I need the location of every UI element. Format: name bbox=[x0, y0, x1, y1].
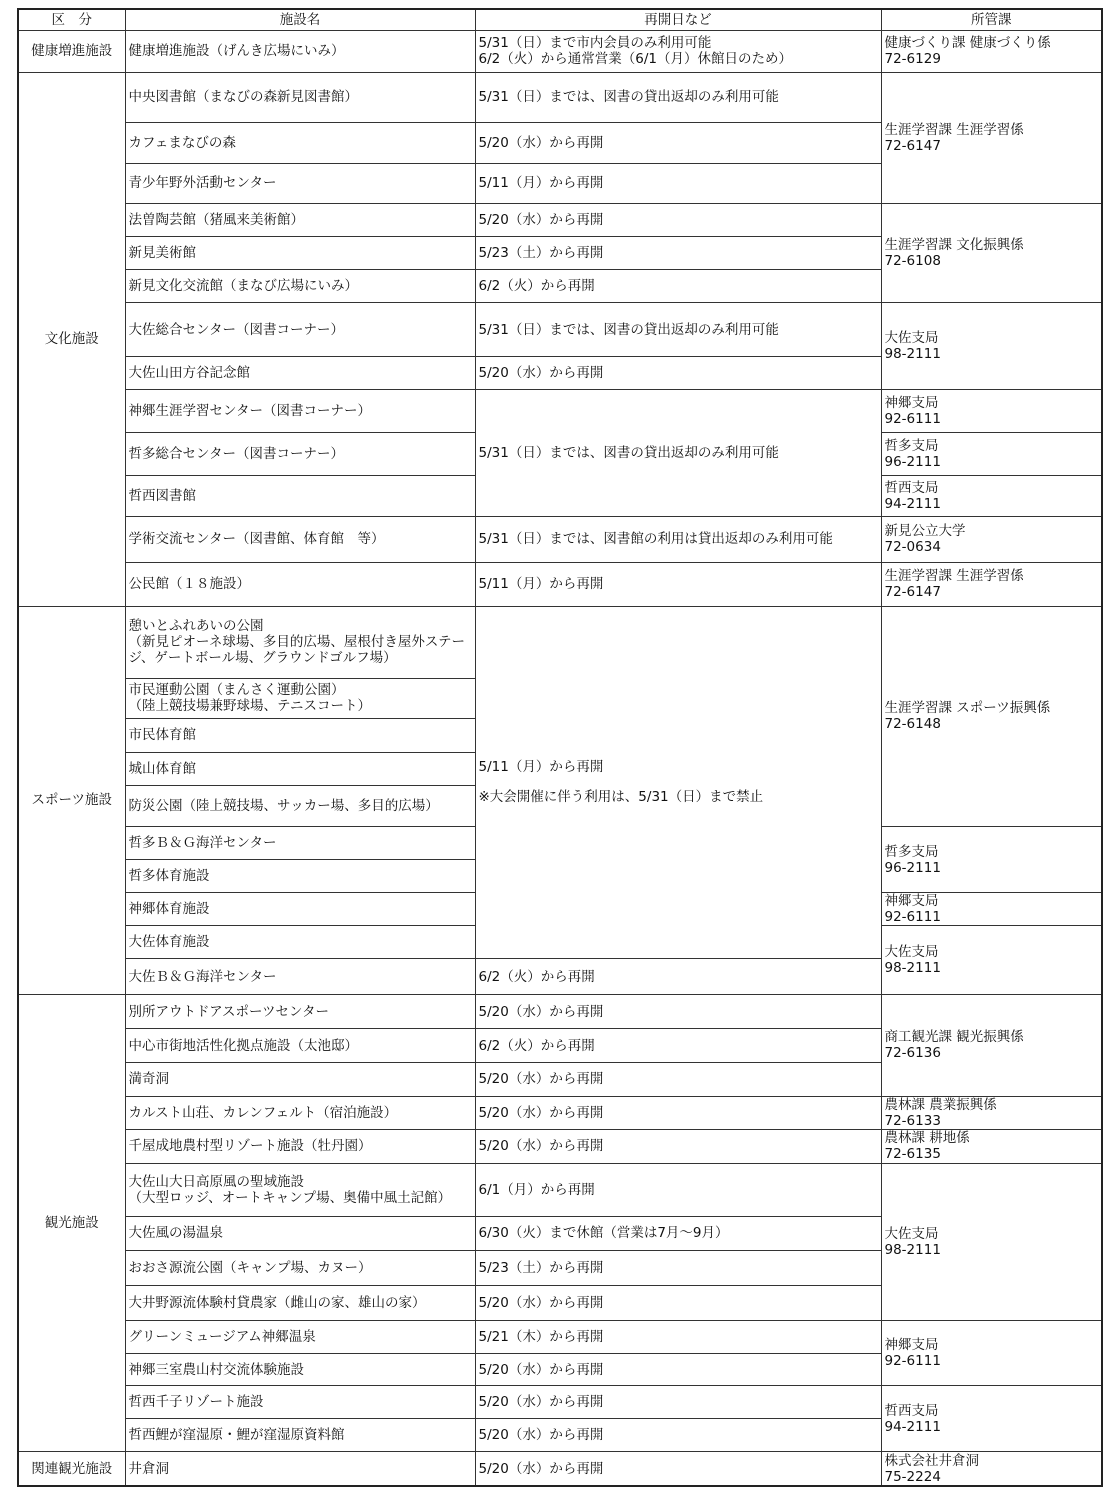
dept-cell: 生涯学習課 生涯学習係 72-6147 bbox=[881, 562, 1102, 606]
header-facility: 施設名 bbox=[125, 9, 475, 30]
dept-cell: 哲西支局 94-2111 bbox=[881, 476, 1102, 517]
dept-cell: 生涯学習課 生涯学習係 72-6147 bbox=[881, 72, 1102, 203]
header-category: 区 分 bbox=[18, 9, 125, 30]
reopen-cell: 5/20（水）から再開 bbox=[475, 1419, 881, 1452]
table-row bbox=[18, 1163, 1102, 1216]
dept-cell: 健康づくり課 健康づくり係 72-6129 bbox=[881, 30, 1102, 72]
facility-cell: 市民体育館 bbox=[125, 718, 475, 752]
reopen-cell bbox=[475, 606, 881, 959]
facility-cell: 防災公園（陸上競技場、サッカー場、多目的広場） bbox=[125, 785, 475, 826]
dept-cell: 大佐支局 98-2111 bbox=[881, 303, 1102, 390]
dept-cell: 農林課 農業振興係 72-6133 bbox=[881, 1096, 1102, 1129]
facility-cell: 神郷三室農山村交流体験施設 bbox=[125, 1353, 475, 1385]
category-cell: 文化施設 bbox=[18, 72, 125, 606]
reopen-cell: 5/20（水）から再開 bbox=[475, 1386, 881, 1419]
facility-reopening-document bbox=[17, 8, 1101, 1487]
facility-cell: 学術交流センター（図書館、体育館 等） bbox=[125, 517, 475, 562]
reopen-cell: 5/20（水）から再開 bbox=[475, 1353, 881, 1385]
dept-cell: 農林課 耕地係 72-6135 bbox=[881, 1129, 1102, 1163]
table-row bbox=[18, 562, 1102, 606]
category-cell: 関連観光施設 bbox=[18, 1452, 125, 1486]
reopen-note: ※大会開催に伴う利用は、5/31（日）まで禁止 bbox=[478, 789, 764, 806]
table-row bbox=[18, 1129, 1102, 1163]
facility-cell: カルスト山荘、カレンフェルト（宿泊施設） bbox=[125, 1096, 475, 1129]
facility-cell: 大佐山田方谷記念館 bbox=[125, 357, 475, 390]
facility-cell: 青少年野外活動センター bbox=[125, 163, 475, 203]
header-reopen: 再開日など bbox=[475, 9, 881, 30]
reopen-cell: 6/30（火）まで休館（営業は7月～9月） bbox=[475, 1216, 881, 1250]
reopen-cell: 5/20（水）から再開 bbox=[475, 1285, 881, 1320]
facility-cell: 哲多総合センター（図書コーナー） bbox=[125, 433, 475, 476]
reopen-cell: 5/21（木）から再開 bbox=[475, 1320, 881, 1353]
dept-cell: 株式会社井倉洞 75-2224 bbox=[881, 1452, 1102, 1486]
facility-cell: 哲多Ｂ＆Ｇ海洋センター bbox=[125, 827, 475, 860]
facility-cell: 大佐総合センター（図書コーナー） bbox=[125, 303, 475, 357]
reopen-cell: 6/2（火）から再開 bbox=[475, 269, 881, 302]
reopen-cell: 5/20（水）から再開 bbox=[475, 357, 881, 390]
facility-cell: 法曽陶芸館（猪風来美術館） bbox=[125, 203, 475, 236]
table-row bbox=[18, 203, 1102, 236]
reopen-cell: 5/31（日）まで市内会員のみ利用可能 6/2（火）から通常営業（6/1（月）休館日のため） bbox=[475, 30, 881, 72]
facility-cell: 健康増進施設（げんき広場にいみ） bbox=[125, 30, 475, 72]
reopen-cell: 5/20（水）から再開 bbox=[475, 1063, 881, 1096]
reopen-cell: 5/20（水）から再開 bbox=[475, 995, 881, 1029]
dept-cell: 新見公立大学 72-0634 bbox=[881, 517, 1102, 562]
facility-cell: 公民館（１８施設） bbox=[125, 562, 475, 606]
dept-cell: 大佐支局 98-2111 bbox=[881, 926, 1102, 995]
facility-cell: 哲多体育施設 bbox=[125, 860, 475, 893]
dept-cell: 神郷支局 92-6111 bbox=[881, 893, 1102, 926]
reopen-cell: 5/20（水）から再開 bbox=[475, 1452, 881, 1486]
facility-cell: グリーンミュージアム神郷温泉 bbox=[125, 1320, 475, 1353]
facility-cell: 大井野源流体験村貸農家（雌山の家、雄山の家） bbox=[125, 1285, 475, 1320]
table-row bbox=[18, 995, 1102, 1029]
facility-cell: 大佐山大日高原風の聖域施設 （大型ロッジ、オートキャンプ場、奥備中風土記館） bbox=[125, 1163, 475, 1216]
facility-cell: 城山体育館 bbox=[125, 752, 475, 785]
facility-cell: 別所アウトドアスポーツセンター bbox=[125, 995, 475, 1029]
reopen-cell: 5/11（月）から再開 bbox=[475, 163, 881, 203]
facility-cell: 大佐体育施設 bbox=[125, 926, 475, 959]
reopen-cell: 5/31（日）までは、図書の貸出返却のみ利用可能 bbox=[475, 303, 881, 357]
reopen-cell: 5/23（土）から再開 bbox=[475, 1250, 881, 1285]
facility-cell: 大佐Ｂ＆Ｇ海洋センター bbox=[125, 959, 475, 995]
facility-cell: 市民運動公園（まんさく運動公園） （陸上競技場兼野球場、テニスコート） bbox=[125, 678, 475, 718]
table-row bbox=[18, 72, 1102, 122]
table-row bbox=[18, 30, 1102, 72]
reopen-cell: 5/23（土）から再開 bbox=[475, 236, 881, 269]
reopen-cell: 5/31（日）までは、図書の貸出返却のみ利用可能 bbox=[475, 390, 881, 517]
reopen-cell: 5/31（日）までは、図書館の利用は貸出返却のみ利用可能 bbox=[475, 517, 881, 562]
table-row bbox=[18, 390, 1102, 433]
table-row bbox=[18, 1452, 1102, 1486]
dept-cell: 哲多支局 96-2111 bbox=[881, 827, 1102, 893]
facility-cell: 神郷生涯学習センター（図書コーナー） bbox=[125, 390, 475, 433]
facility-cell: 哲西千子リゾート施設 bbox=[125, 1386, 475, 1419]
facility-cell: 満奇洞 bbox=[125, 1063, 475, 1096]
facility-cell: 千屋成地農村型リゾート施設（牡丹園） bbox=[125, 1129, 475, 1163]
dept-cell: 商工観光課 観光振興係 72-6136 bbox=[881, 995, 1102, 1096]
category-cell: 健康増進施設 bbox=[18, 30, 125, 72]
table-row bbox=[18, 1096, 1102, 1129]
facility-cell: 井倉洞 bbox=[125, 1452, 475, 1486]
dept-cell: 哲西支局 94-2111 bbox=[881, 1386, 1102, 1452]
facility-cell: 哲西図書館 bbox=[125, 476, 475, 517]
reopen-cell: 5/20（水）から再開 bbox=[475, 203, 881, 236]
reopen-cell: 6/2（火）から再開 bbox=[475, 959, 881, 995]
table-row bbox=[18, 517, 1102, 562]
facility-cell: カフェまなびの森 bbox=[125, 122, 475, 163]
facility-table bbox=[17, 8, 1103, 1487]
facility-cell: 大佐風の湯温泉 bbox=[125, 1216, 475, 1250]
facility-cell: 神郷体育施設 bbox=[125, 893, 475, 926]
dept-cell: 生涯学習課 スポーツ振興係 72-6148 bbox=[881, 606, 1102, 826]
reopen-cell: 6/1（月）から再開 bbox=[475, 1163, 881, 1216]
reopen-cell: 5/20（水）から再開 bbox=[475, 122, 881, 163]
reopen-cell: 6/2（火）から再開 bbox=[475, 1029, 881, 1063]
table-row bbox=[18, 606, 1102, 678]
facility-cell: 新見文化交流館（まなび広場にいみ） bbox=[125, 269, 475, 302]
category-cell: スポーツ施設 bbox=[18, 606, 125, 995]
reopen-text: 5/11（月）から再開 bbox=[478, 759, 604, 776]
table-row bbox=[18, 1386, 1102, 1419]
reopen-cell: 5/20（水）から再開 bbox=[475, 1129, 881, 1163]
reopen-cell: 5/11（月）から再開 bbox=[475, 562, 881, 606]
table-row bbox=[18, 1320, 1102, 1353]
facility-cell: 新見美術館 bbox=[125, 236, 475, 269]
reopen-cell: 5/20（水）から再開 bbox=[475, 1096, 881, 1129]
reopen-cell: 5/31（日）までは、図書の貸出返却のみ利用可能 bbox=[475, 72, 881, 122]
header-row bbox=[18, 9, 1102, 30]
dept-cell: 哲多支局 96-2111 bbox=[881, 433, 1102, 476]
header-dept: 所管課 bbox=[881, 9, 1102, 30]
dept-cell: 神郷支局 92-6111 bbox=[881, 1320, 1102, 1385]
facility-cell: 中央図書館（まなびの森新見図書館） bbox=[125, 72, 475, 122]
facility-cell: 中心市街地活性化拠点施設（太池邸） bbox=[125, 1029, 475, 1063]
facility-cell: おおさ源流公園（キャンプ場、カヌー） bbox=[125, 1250, 475, 1285]
facility-cell: 哲西鯉が窪湿原・鯉が窪湿原資料館 bbox=[125, 1419, 475, 1452]
facility-cell: 憩いとふれあいの公園 （新見ピオーネ球場、多目的広場、屋根付き屋外ステージ、ゲートボール場、グラウンドゴルフ場） bbox=[125, 606, 475, 678]
dept-cell: 生涯学習課 文化振興係 72-6108 bbox=[881, 203, 1102, 302]
dept-cell: 大佐支局 98-2111 bbox=[881, 1163, 1102, 1320]
table-row bbox=[18, 303, 1102, 357]
category-cell: 観光施設 bbox=[18, 995, 125, 1452]
dept-cell: 神郷支局 92-6111 bbox=[881, 390, 1102, 433]
